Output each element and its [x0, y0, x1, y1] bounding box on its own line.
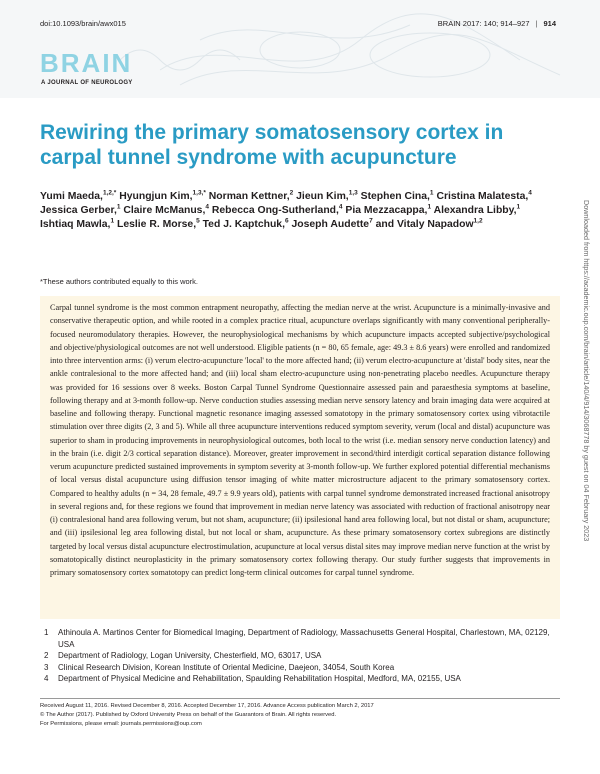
affiliation-text: Department of Physical Medicine and Rehabilitation, Spaulding Rehabilitation Hospital, Medford, MA, 02155, USA: [58, 674, 461, 684]
author: [203, 219, 289, 230]
author: [119, 191, 206, 202]
download-note: Downloaded from https://academic.oup.com/brain/article/140/4/914/3068778 by guest on 04 February 2023: [582, 200, 591, 542]
article-title: Rewiring the primary somatosensory cortex in carpal tunnel syndrome with acupuncture: [40, 121, 504, 169]
author: [292, 219, 373, 230]
affiliation-item: [40, 673, 560, 685]
divider: [40, 698, 560, 699]
publication-meta: [40, 702, 560, 730]
author-affiliation-marker: 1,2: [473, 217, 483, 225]
author: [123, 205, 209, 216]
author-affiliation-marker: 2: [289, 189, 294, 197]
author-name: Norman Kettner,: [208, 191, 290, 202]
author-affiliation-marker: 7: [369, 217, 373, 225]
author-name: Ishtiaq Mawla,: [40, 219, 111, 231]
author-affiliation-marker: 1: [516, 203, 521, 211]
author-name: Hyungjun Kim,: [119, 191, 193, 202]
affiliation-text: Clinical Research Division, Korean Institute of Oriental Medicine, Daejeon, 34054, South Korea: [58, 662, 395, 672]
author: [345, 205, 431, 216]
affiliation-number: 2: [44, 651, 49, 661]
separator: |: [535, 19, 538, 28]
author-affiliation-marker: 4: [205, 203, 209, 211]
author: [40, 191, 116, 202]
author-affiliation-marker: 1,3: [348, 189, 358, 197]
author-name: Jessica Gerber,: [40, 205, 117, 217]
affiliation-item: [40, 627, 560, 650]
affiliation-text: Department of Radiology, Logan University, Chesterfield, MO, 63017, USA: [58, 651, 322, 661]
author-name: Leslie R. Morse,: [116, 219, 197, 231]
author-affiliation-marker: 1,2,*: [102, 189, 117, 197]
author-name: Stephen Cina,: [360, 191, 430, 202]
doi: doi:10.1093/brain/awx015: [40, 19, 126, 28]
author-affiliation-marker: 1: [427, 203, 432, 211]
copyright: © The Author (2017). Published by Oxford University Press on behalf of the Guarantors of Brain. All rights reserved.: [40, 712, 337, 719]
author: [434, 205, 521, 216]
author-affiliation-marker: 1,3,*: [192, 189, 206, 197]
citation-text: BRAIN 2017: 140; 914–927: [437, 19, 530, 28]
journal-citation: [438, 19, 556, 28]
author-name: and Vitaly Napadow: [375, 219, 474, 231]
author-name: Ted J. Kaptchuk,: [202, 219, 285, 231]
author: [117, 219, 200, 230]
author: [209, 191, 293, 202]
affiliation-number: 3: [44, 662, 49, 672]
author-name: Claire McManus,: [123, 205, 206, 217]
author: [361, 191, 434, 202]
author: [40, 205, 120, 216]
received-dates: Received August 11, 2016. Revised December 8, 2016. Accepted December 17, 2016. Advance Access publication March 2, 2017: [40, 703, 374, 709]
journal-logo: BRAIN: [40, 48, 133, 78]
author-name: Alexandra Libby,: [433, 205, 517, 217]
permissions: For Permissions, please email: journals.permissions@oup.com: [40, 721, 202, 728]
affiliation-item: [40, 650, 560, 662]
equal-contribution-note: *These authors contributed equally to this work.: [40, 277, 199, 286]
author-affiliation-marker: 4: [338, 203, 343, 211]
author-affiliation-marker: 6: [284, 217, 289, 225]
author-name: Jieun Kim,: [296, 191, 349, 202]
author-name: Pia Mezzacappa,: [345, 205, 428, 217]
author-affiliation-marker: 1: [429, 189, 434, 197]
author-affiliation-marker: 1: [110, 217, 115, 225]
affiliations: [40, 627, 560, 685]
author: [40, 219, 114, 230]
abstract: Carpal tunnel syndrome is the most common entrapment neuropathy, affecting the median nerve at the wrist. Acupuncture is a minimally-invasive and conservative therapeutic option, and while rooted in a complex practice ritual, acupuncture overlaps significantly with many conventional peripherally-focused neuromodulatory therapies. However, the neurophysiological mechanisms by which acupuncture impacts accepted subjective/psychological and objective/physiological outcomes are not well understood. Eligible patients (n = 80, 65 female, age: 49.3 ± 8.6 years) were enrolled and randomized into three intervention arms: (i) verum electro-acupuncture 'local' to the more affected hand; (ii) verum electro-acupuncture at 'distal' body sites, near the ankle contralesional to the more affected hand; and (iii) local sham electro-acupuncture using non-penetrating placebo needles. Acupuncture therapy was provided for 16 sessions over 8 weeks. Boston Carpal Tunnel Syndrome Questionnaire assessed pain and paraesthesia symptoms at baseline, following therapy and at 3-month follow-up. Nerve conduction studies assessing median nerve sensory latency and brain imaging data were acquired at baseline and following therapy. Functional magnetic resonance imaging assessed somatotopy in the primary somatosensory cortex using vibrotactile stimulation over three digits (2, 3 and 5). While all three acupuncture interventions reduced symptom severity, verum (local and distal) acupuncture was superior to sham in producing improvements in neurophysiological outcomes, both local to the wrist (i.e. median sensory nerve conduction latency) and in the brain (i.e. digit 2/3 cortical separation distance). Moreover, greater improvement in second/third interdigit cortical separation distance following verum acupuncture predicted sustained improvements in symptom severity at 3-month follow-up. We further explored potential differential mechanisms of local versus distal acupuncture using diffusion tensor imaging of white matter microstructure adjacent to the primary somatosensory cortex. Compared to healthy adults (n = 34, 28 female, 49.7 ± 9.9 years old), patients with carpal tunnel syndrome demonstrated increased fractional anisotropy in several regions and, for these regions we found that improvement in median nerve latency was associated with reduction of fractional anisotropy near (i) contralesional hand area following verum, but not sham, acupuncture; (ii) ipsilesional hand area following local, but not distal or sham, acupuncture; and (iii) ipsilesional leg area following distal, but not local or sham, acupuncture. As these primary somatosensory cortex subregions are distinctly targeted by local versus distal acupuncture electrostimulation, acupuncture at local versus distal sites may improve median nerve function at the wrist by somatotopically distinct neuroplasticity in the primary somatosensory cortex following therapy. Our study further suggests that improvements in primary somatosensory cortex somatotopy can predict long-term clinical outcomes for carpal tunnel syndrome.: [40, 296, 560, 619]
affiliation-text: Athinoula A. Martinos Center for Biomedical Imaging, Department of Radiology, Massachusetts General Hospital, Charlestown, MA, 02129, USA: [58, 628, 550, 649]
affiliation-number: 1: [44, 628, 49, 637]
author-name: Cristina Malatesta,: [436, 191, 529, 202]
author: [436, 191, 531, 202]
author-affiliation-marker: 1: [116, 203, 121, 211]
author-list: [40, 190, 560, 233]
author: [296, 191, 358, 202]
author-name: Rebecca Ong-Sutherland,: [211, 205, 339, 217]
affiliation-item: [40, 662, 560, 674]
author-affiliation-marker: 5: [196, 217, 200, 225]
affiliation-number: 4: [44, 674, 49, 684]
author: [376, 219, 483, 230]
page-number: 914: [543, 19, 556, 28]
author: [212, 205, 343, 216]
author-name: Joseph Audette: [291, 219, 370, 231]
author-affiliation-marker: 4: [528, 189, 532, 197]
journal-subtitle: A JOURNAL OF NEUROLOGY: [41, 80, 133, 86]
author-name: Yumi Maeda,: [40, 191, 103, 202]
journal-header: [0, 0, 600, 98]
